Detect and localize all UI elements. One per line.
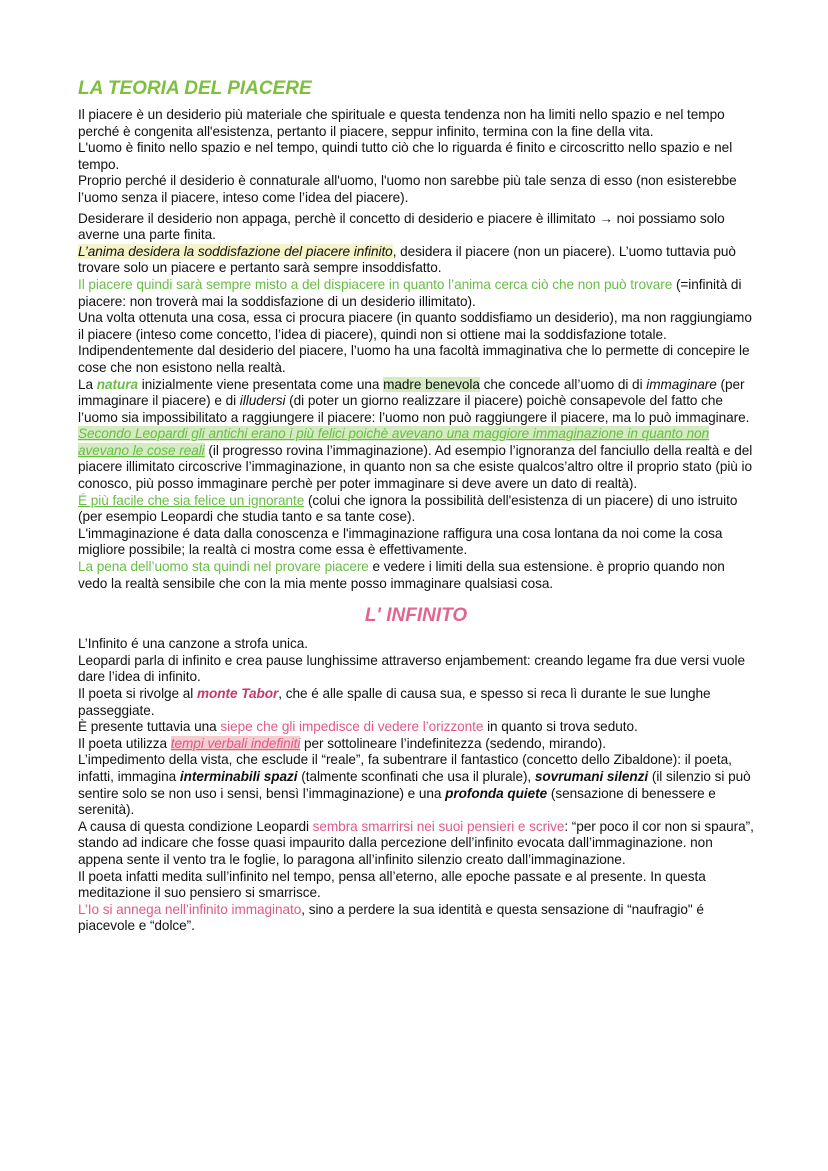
keyword-natura: natura: [96, 376, 138, 392]
paragraph: [78, 277, 754, 310]
pink-text: L’Io si annega nell’infinito immaginato: [78, 901, 302, 917]
green-text: Il piacere quindi sarà sempre misto a del dispiacere in quanto l’anima cerca ciò che non può trovare: [78, 276, 673, 292]
text-run: (il progresso rovina l’immaginazione). Ad esempio l’ignoranza del fanciullo della realtà e del piacere illimitato circoscrive l’immaginazione, in quanto non sa che esiste qualcos’altro oltre il proprio stato (più io conosco, più posso immaginare perchè per poter immaginare si deve avere un dato di realtà).: [78, 442, 753, 492]
paragraph: [78, 736, 754, 753]
paragraph: Indipendentemente dal desiderio del piacere, l’uomo ha una facoltà immaginativa che lo permette di concepire le cose che non esistono nella realtà.: [78, 343, 750, 375]
page: [78, 78, 754, 935]
paragraph: Il poeta infatti medita sull’infinito nel tempo, pensa all’eterno, alle epoche passate e al presente. In questa meditazione il suo pensiero si smarrisce.: [78, 868, 706, 901]
paragraph: Il piacere è un desiderio più materiale che spirituale e questa tendenza non ha limiti nello spazio e nel tempo perché è congenita all'esistenza, pertanto il piacere, seppur infinito, termina con la fine della vita.: [78, 107, 725, 139]
text-run: La: [78, 376, 97, 392]
text-run: (=infinità di piacere: non troverà mai la soddisfazione di un desiderio illimitato).: [78, 276, 742, 309]
keyword-interminabili-spazi: interminabili spazi: [179, 768, 298, 784]
paragraph: Una volta ottenuta una cosa, essa ci procura piacere (in quanto soddisfiamo un desiderio), ma non raggiungiamo il piacere (inteso come concetto, l’idea di piacere), quindi non si ottiene mai la soddisfazione totale.: [78, 310, 752, 342]
paragraph: [78, 377, 754, 427]
paragraph: [78, 426, 754, 492]
text-run: (talmente sconfinati che usa il plurale),: [297, 768, 535, 784]
paragraph: Proprio perché il desiderio è connaturale all'uomo, l'uomo non sarebbe più tale senza di esso (non esisterebbe l’uomo senza il piacere, inteso come l’idea del piacere).: [78, 173, 737, 205]
text-run: e vedere i limiti della sua estensione. è proprio quando non vedo la realtà sensibile che con la mia mente posso immaginare qualsiasi cosa.: [78, 559, 725, 591]
paragraph: [78, 752, 754, 818]
highlight-tempi-verbali: tempi verbali indefiniti: [170, 735, 301, 751]
paragraph: Desiderare il desiderio non appaga, perchè il concetto di desiderio e piacere è illimitato → noi possiamo solo averne una parte finita.: [78, 210, 725, 243]
paragraph: Leopardi parla di infinito e crea pause lunghissime attraverso enjambement: creando legame fra due versi vuole dare l’idea di infinito.: [78, 652, 746, 685]
text-run: che concede all’uomo di di: [479, 376, 647, 392]
text-run: in quanto si trova seduto.: [483, 719, 638, 735]
keyword-sovrumani-silenzi: sovrumani silenzi: [534, 768, 649, 784]
text-run: L’impedimento della vista, che esclude il “reale”, fa subentrare il fantastico (concetto dello Zibaldone): il poeta, infatti, immagina: [78, 752, 732, 784]
text-run: (sensazione di benessere e serenità).: [78, 785, 716, 818]
section-title-infinito: L' INFINITO: [364, 605, 468, 627]
text-run: (di poter un giorno realizzare il piacere) poichè consapevole del fatto che l’uomo sia impossibilitato a raggiungere il piacere: l’uomo non può raggiungere il piacere, ma lo può immaginare.: [78, 393, 750, 425]
pink-text: siepe che gli impedisce di vedere l’orizzonte: [220, 719, 484, 735]
section-title-teoria-del-piacere: LA TEORIA DEL PIACERE: [78, 78, 312, 99]
keyword-immaginare: immaginare: [646, 376, 717, 392]
paragraph: L’Infinito é una canzone a strofa unica.: [78, 636, 309, 652]
keyword-illudersi: illudersi: [239, 393, 286, 409]
text-run: A causa di questa condizione Leopardi: [78, 818, 313, 834]
green-underlined-text: É più facile che sia felice un ignorante: [78, 492, 305, 508]
highlight-antichi: Secondo Leopardi gli antichi erano i più felici poichè avevano una maggiore immaginazione in quanto non avevano le cose reali: [78, 426, 710, 458]
paragraph: [78, 902, 754, 935]
highlight-madre-benevola: madre benevola: [383, 376, 480, 392]
highlight-anima: L’anima desidera la soddisfazione del piacere infinito: [78, 243, 393, 259]
paragraph: [78, 719, 754, 736]
text-run: inizialmente viene presentata come una: [138, 376, 384, 392]
text-run: , sino a perdere la sua identità e questa sensazione di “naufragio" é piacevole e “dolce”.: [78, 901, 704, 934]
text-run: (colui che ignora la possibilità dell'esistenza di un piacere) di uno istruito (per esempio Leopardi che studia tanto e sa tante cose).: [78, 492, 738, 525]
text-run: (per immaginare il piacere) e di: [78, 376, 745, 409]
text-run: È presente tuttavia una: [78, 719, 221, 735]
paragraph: [78, 559, 754, 592]
paragraph: [78, 686, 754, 719]
paragraph: [78, 493, 754, 526]
text-run: (il silenzio si può sentire solo se non uso i sensi, bensì l’immaginazione) e una: [78, 768, 751, 801]
keyword-profonda-quiete: profonda quiete: [445, 785, 548, 801]
text-run: per sottolineare l’indefinitezza (sedendo, mirando).: [300, 735, 606, 751]
paragraph: [78, 819, 754, 869]
paragraph: [78, 244, 754, 277]
text-run: Il poeta si rivolge al: [78, 686, 197, 701]
pink-text: sembra smarrirsi nei suoi pensieri e scrive: [312, 818, 565, 834]
paragraph: L'immaginazione é data dalla conoscenza e l'immaginazione raffigura una cosa lontana da noi come la cosa migliore possibile; la realtà ci mostra come essa è effettivamente.: [78, 525, 723, 558]
text-run: : “per poco il cor non si spaura”, stando ad indicare che fosse quasi impaurito dalla percezione dell’infinito evocata dall’immaginazione. non appena sente il vento tra le foglie, lo paragona all’infinito silenzio creato dall’immaginazione.: [78, 818, 754, 867]
text-run: Il poeta utilizza: [78, 735, 171, 751]
text-run: , che é alle spalle di causa sua, e spesso si reca lì durante le sue lunghe passeggiate.: [78, 686, 711, 718]
green-text: La pena dell’uomo sta quindi nel provare piacere: [78, 559, 369, 575]
keyword-monte-tabor: monte Tabor: [197, 686, 279, 701]
text-run: , desidera il piacere (non un piacere). L’uomo tuttavia può trovare solo un piacere e pertanto sarà sempre insoddisfatto.: [78, 243, 736, 276]
paragraph: L'uomo è finito nello spazio e nel tempo, quindi tutto ciò che lo riguarda é finito e circoscritto nello spazio e nel tempo.: [78, 140, 733, 172]
